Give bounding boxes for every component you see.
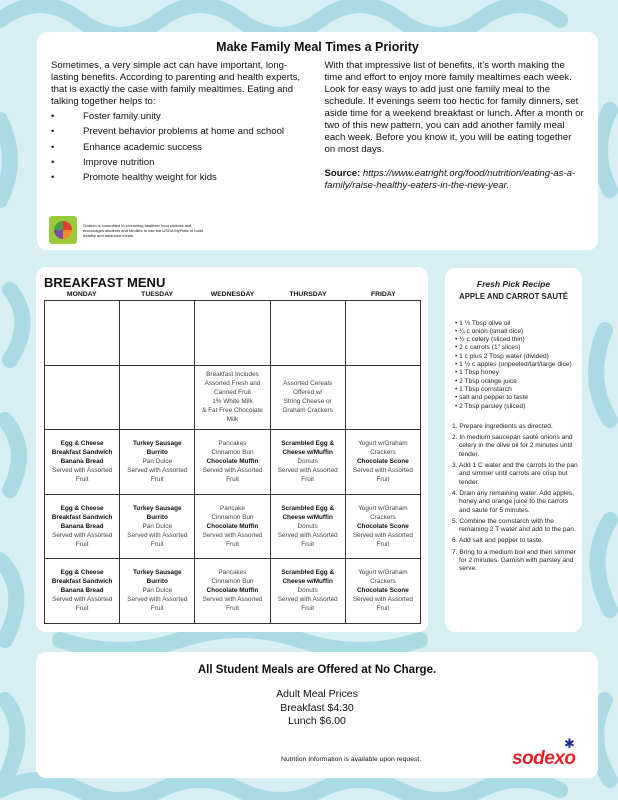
step-item: 2. In medium saucepan sauté onions and celery in the olive oil for 2 minutes until tender. (452, 434, 573, 458)
myplate-logo (49, 216, 77, 244)
ingredient-item: • ½ c celery (sliced thin) (455, 336, 525, 344)
menu-cell (345, 430, 420, 495)
menu-item: Breakfast Includes (206, 371, 259, 379)
article-body: With that impressive list of benefits, it’s worth making the time and effort to enjoy more family mealtimes each week. Look for easy ways to add just one family meal to the schedule. If evenings seem too hectic for family dinners, set aside time for a weekend breakfast or lunch. After a month or two of this new pattern, you can add another family meal each week. Before you know it, you will be eating together on most days. (324, 60, 584, 155)
ingredient-item: • 1 ½ Tbsp olive oil (455, 319, 511, 327)
menu-item: Served with Assorted Fruit (127, 596, 188, 613)
menu-item: Served with Assorted Fruit (352, 596, 413, 613)
ingredient-item: • 1 Tbsp honey (455, 369, 499, 377)
benefit-item: • Enhance academic success (51, 141, 202, 153)
menu-item: Pan Dulce (142, 522, 173, 530)
myplate-note: Sodexo is committed to promoting healthier food choices and encourages students and families to use the USDA MyPlate to build healthy and balanced meals. (83, 222, 203, 238)
menu-item: Turkey Sausage Burrito (133, 569, 182, 586)
day-header: FRIDAY (370, 291, 396, 298)
menu-item: Chocolate Scone (356, 587, 409, 595)
menu-row (45, 494, 421, 559)
menu-item: Served with Assorted Fruit (277, 596, 338, 613)
recipe-title: APPLE AND CARROT SAUTÉ (459, 292, 568, 302)
day-header: WEDNESDAY (210, 291, 255, 298)
pricing-footer (36, 652, 598, 778)
menu-item: Assorted Cereals Offered w/ (283, 380, 333, 397)
menu-item: 1% White Milk (212, 398, 253, 406)
menu-cell (120, 365, 195, 430)
menu-cell (45, 494, 120, 559)
menu-cell (195, 430, 270, 495)
ingredients-list (455, 320, 582, 411)
menu-item: Cinnamon Bun (211, 578, 254, 586)
menu-row (45, 301, 421, 366)
menu-item: Banana Bread (60, 458, 104, 466)
menu-item: Served with Assorted Fruit (277, 467, 338, 484)
menu-item: Served with Assorted Fruit (127, 531, 188, 548)
star-icon: ✱ (564, 736, 575, 751)
benefit-item: • Foster family unity (51, 111, 161, 122)
ingredient-item: • 2 c carrots (1″ slices) (455, 344, 521, 352)
breakfast-menu (36, 267, 428, 632)
menu-item: Assorted Fresh and Canned Fruit (204, 380, 261, 397)
menu-item: Served with Assorted Fruit (52, 467, 113, 484)
menu-item: Chocolate Scone (356, 522, 409, 530)
family-meal-article (37, 32, 598, 250)
menu-item: Chocolate Muffin (206, 522, 259, 530)
step-item: 5. Combine the cornstarch with the remaining 2 T water and add to the pan. (452, 517, 576, 534)
menu-item: Egg & Cheese Breakfast Sandwich (51, 569, 113, 586)
menu-item: Chocolate Scone (356, 458, 409, 466)
lunch-price: Lunch $6.00 (288, 715, 346, 727)
menu-item: Served with Assorted Fruit (52, 596, 113, 613)
steps-list (452, 423, 578, 574)
menu-item: Served with Assorted Fruit (202, 467, 263, 484)
ingredient-item: • 1 Tbsp cornstarch (455, 385, 512, 393)
breakfast-title: BREAKFAST MENU (44, 275, 166, 290)
menu-cell (120, 430, 195, 495)
menu-cell (270, 301, 345, 366)
menu-cell (195, 559, 270, 624)
menu-table (44, 300, 421, 624)
menu-cell (195, 301, 270, 366)
nutrition-note: Nutrition Information is available upon request. (281, 756, 422, 763)
sodexo-logo: sodexo (512, 748, 576, 769)
day-header: MONDAY (66, 291, 97, 298)
step-item: 1. Prepare ingredients as directed. (452, 422, 553, 430)
menu-item: Pancakes (218, 440, 247, 448)
step-item: 3. Add 1 C water and the carrots to the pan and simmer until carrots are crisp but tender. (452, 462, 578, 486)
menu-cell (45, 365, 120, 430)
menu-item: Yogurt w/Graham Crackers (358, 504, 408, 521)
recipe-card (445, 268, 582, 632)
ingredient-item: • 1 c plus 2 Tbsp water (divided) (455, 352, 549, 360)
menu-cell (345, 301, 420, 366)
menu-item: Served with Assorted Fruit (202, 531, 263, 548)
benefit-item: • Improve nutrition (51, 156, 155, 168)
menu-item: Egg & Cheese Breakfast Sandwich (51, 440, 113, 457)
menu-item: String Cheese or Graham Crackers (282, 398, 333, 415)
menu-cell (270, 430, 345, 495)
benefit-item: • Prevent behavior problems at home and school (51, 126, 285, 138)
menu-item: Served with Assorted Fruit (277, 531, 338, 548)
menu-cell (345, 365, 420, 430)
menu-item: Donuts (297, 522, 318, 530)
menu-item: Scrambled Egg & Cheese w/Muffin (281, 569, 335, 586)
day-header: THURSDAY (289, 291, 327, 298)
menu-item: Chocolate Muffin (206, 458, 259, 466)
step-item: 6. Add salt and pepper to taste. (452, 537, 544, 545)
benefits-list (51, 111, 311, 184)
menu-item: Pancakes (218, 569, 247, 577)
menu-row (45, 559, 421, 624)
menu-item: Turkey Sausage Burrito (133, 504, 182, 521)
menu-cell (45, 430, 120, 495)
menu-item: Banana Bread (60, 587, 104, 595)
menu-cell (120, 559, 195, 624)
menu-item: Donuts (297, 458, 318, 466)
menu-cell (195, 494, 270, 559)
source-link[interactable]: https://www.eatright.org/food/nutrition/eating-as-a-family/raise-healthy-eaters-in-the-new-year. (324, 168, 576, 191)
menu-cell (270, 494, 345, 559)
menu-item: Pan Dulce (142, 458, 173, 466)
menu-item: Egg & Cheese Breakfast Sandwich (51, 504, 113, 521)
menu-cell (345, 559, 420, 624)
menu-item: Yogurt w/Graham Crackers (358, 569, 408, 586)
menu-item: Pancake (220, 504, 245, 512)
menu-item: Chocolate Muffin (206, 587, 259, 595)
menu-item: Served with Assorted Fruit (352, 467, 413, 484)
menu-item: Served with Assorted Fruit (127, 467, 188, 484)
menu-item: Scrambled Egg & Cheese w/Muffin (281, 440, 335, 457)
menu-item: Scrambled Egg & Cheese w/Muffin (281, 504, 335, 521)
menu-item: Served with Assorted Fruit (52, 531, 113, 548)
step-item: 4. Drain any remaining water. Add apples, honey and orange juice to the carrots and sauté for 5 minutes. (452, 489, 575, 514)
menu-item: Turkey Sausage Burrito (133, 440, 182, 457)
menu-cell (45, 559, 120, 624)
menu-item: & Fat Free Chocolate Milk (202, 407, 263, 424)
menu-cell (270, 559, 345, 624)
menu-cell (195, 365, 270, 430)
ingredient-item: • 2 Tbsp parsley (sliced) (455, 402, 526, 410)
recipe-label: Fresh Pick Recipe (476, 279, 551, 289)
benefit-item: • Promote healthy weight for kids (51, 172, 217, 184)
menu-cell (45, 301, 120, 366)
ingredient-item: • 2 Tbsp orange juice (455, 377, 517, 385)
menu-row (45, 365, 421, 430)
article-title: Make Family Meal Times a Priority (216, 40, 419, 54)
article-source: Source: https://www.eatright.org/food/nutrition/eating-as-a-family/raise-healthy-eaters-in-the-new-year. (324, 168, 576, 191)
menu-item: Served with Assorted Fruit (202, 596, 263, 613)
ingredient-item: • 1 ½ c apples (unpeeled/tart/large dice) (455, 361, 572, 369)
adult-prices-title: Adult Meal Prices (276, 688, 358, 700)
no-charge-headline: All Student Meals are Offered at No Charge. (197, 664, 437, 676)
menu-item: Cinnamon Bun (211, 513, 254, 521)
article-intro: Sometimes, a very simple act can have important, long-lasting benefits. According to parenting and health experts, that is exactly the case with family mealtimes. Eating and talking together helps to: (51, 60, 301, 107)
day-header: TUESDAY (141, 291, 174, 298)
menu-cell (345, 494, 420, 559)
menu-item: Served with Assorted Fruit (352, 531, 413, 548)
menu-cell (120, 494, 195, 559)
breakfast-price: Breakfast $4.30 (280, 701, 354, 714)
menu-item: Yogurt w/Graham Crackers (358, 440, 408, 457)
menu-row (45, 430, 421, 495)
ingredient-item: • salt and pepper to taste (455, 394, 529, 402)
menu-item: Pan Dulce (142, 587, 173, 595)
menu-item: Cinnamon Bun (211, 449, 254, 457)
menu-cell (270, 365, 345, 430)
step-item: 7. Bring to a medium boil and then simmer for 2 minutes. Garnish with parsley and serve. (452, 548, 576, 573)
menu-cell (120, 301, 195, 366)
menu-item: Donuts (297, 587, 318, 595)
ingredient-item: • ¼ c onion (small dice) (455, 327, 524, 335)
menu-item: Banana Bread (60, 522, 104, 530)
